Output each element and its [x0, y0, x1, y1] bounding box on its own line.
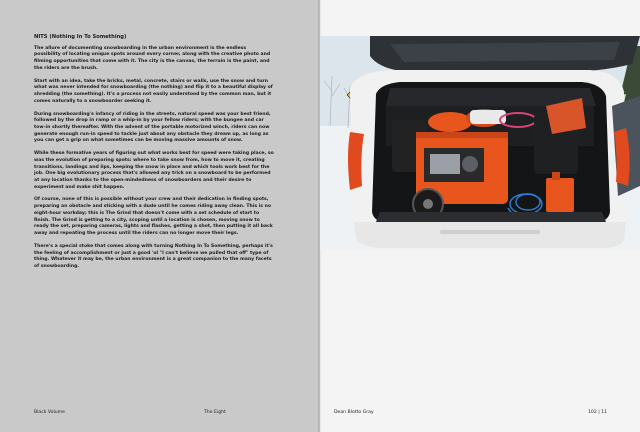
article-paragraph: During snowboarding's infancy of riding in the streets, natural speed was your best friend, followed by the drop in ramp or a whip-in by your fellow riders; with the bungee and car tow-in shortly thereafter. With the advent of the portable motorized winch, riders can now generate enough run-in speed to tackle just about any obstacle they dream up, as long as you can get a grip on what sometimes can be moving massive amounts of snow.: [34, 111, 271, 144]
article: [34, 34, 274, 277]
cargo-photo: [320, 36, 640, 250]
article-paragraph: There's a special stoke that comes along with turning Nothing In To Something, perhaps it's the feeling of accomplishment or just a good 'ol "I can't believe we pulled that off" type of thing. Whatever it may be, the urban environment is a great companion to the many facets of snowboarding.: [34, 243, 273, 269]
article-paragraph: The allure of documenting snowboarding in the urban environment is the endless possibility of locating unique spots around every corner, along with the creative photo and filming opportunities that come with it. The city is the canvas, the terrain is the paint, and the riders are the brush.: [34, 45, 271, 71]
gas-can-icon: [546, 178, 574, 212]
article-paragraph: Start with an idea, take the bricks, metal, concrete, stairs or walls, use the snow and turn what was never intended for snowboarding (the nothing) and flip it to a beautiful display of shredding (the something). It's a process not easily understood by the common man, but it comes naturally to a snowboarder seeking it.: [34, 78, 273, 104]
footer-page-number: 102 | 11: [588, 410, 608, 415]
footer-issue: The Eight: [204, 410, 226, 415]
article-title: NITS (Nothing In To Something): [34, 34, 127, 40]
article-paragraph: While these formative years of figuring out what works best for speed were taking place, so was the evolution of preparing spots: where to take snow from, how to move it, creating transitions, landings and lips, keeping the snow in place and which tools work best for the job. One big evolutionary process that's allowed any trick on a snowboard to be performed at any location thanks to the open-mindedness of snowboarders and their desire to experiment and make shit happen.: [34, 151, 274, 190]
footer-photographer: Dean Blotto Gray: [334, 410, 374, 415]
footer-publication: Black Volume: [34, 410, 65, 415]
article-paragraph: Of course, none of this is possible without your crew and their dedication in finding spots, preparing an obstacle and sticking with a dude until he comes riding away clean. This is no eight-hour workday; this is The Grind that doesn't come with a set schedule of start to finish. The Grind is getting to a city, scoping until a location is chosen, moving snow to ready the set, preparing cameras, lights and flashes, getting a shot, then putting it all back away and repeating the process until the riders can no longer move their legs.: [34, 197, 273, 236]
suv-cargo-illustration: [320, 36, 640, 250]
